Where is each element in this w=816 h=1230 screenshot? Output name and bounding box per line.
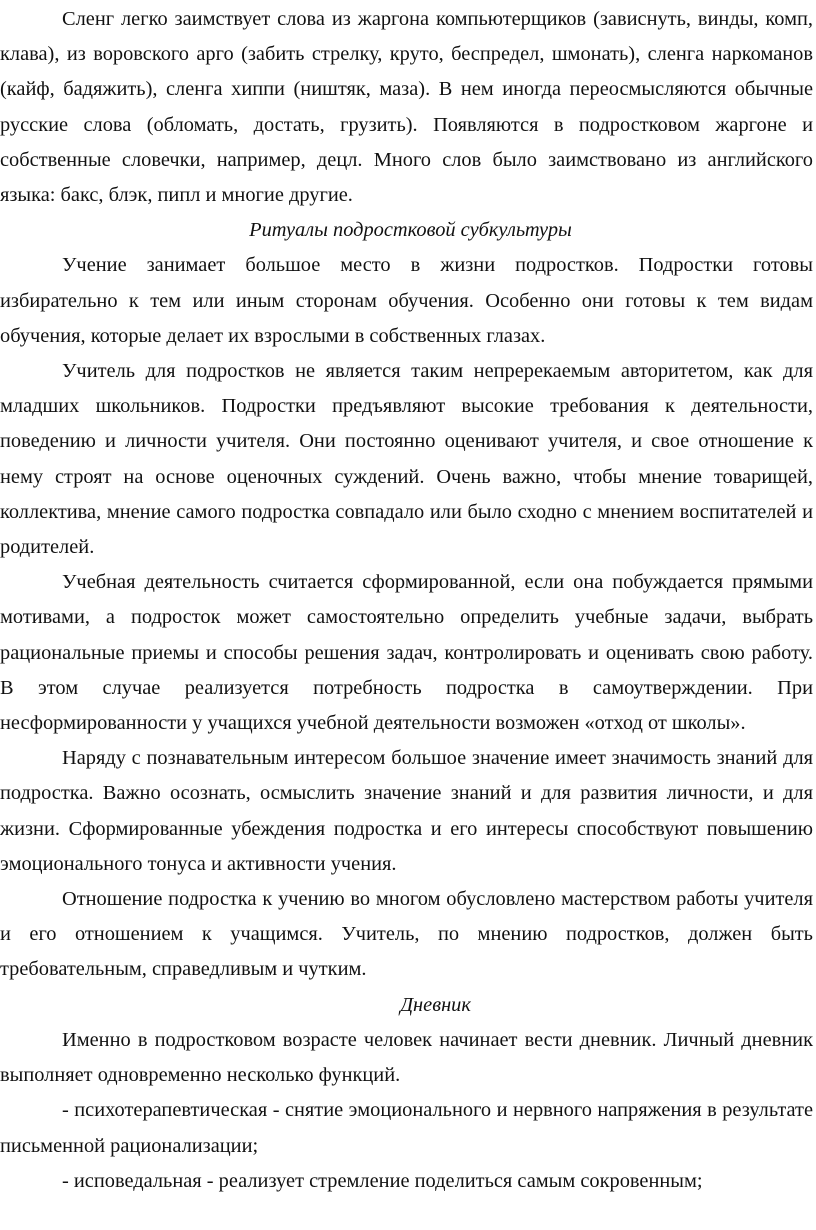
- paragraph-learning: Учение занимает большое место в жизни подростков. Подростки готовы избирательно к тем или иным сторонам обучения. Особенно они готовы к тем видам обучения, которые делает их взрослыми в собственных глазах.: [0, 254, 813, 347]
- paragraph-learning-activity: Учебная деятельность считается сформированной, если она побуждается прямыми мотивами, а подросток может самостоятельно определить учебные задачи, выбрать рациональные приемы и способы решения задач, контролировать и оценивать свою работу. В этом случае реализуется потребность подростка в самоутверждении. При несформированности у учащихся учебной деятельности возможен «отход от школы».: [0, 571, 813, 735]
- paragraph-knowledge-value: Наряду с познавательным интересом большое значение имеет значимость знаний для подростка. Важно осознать, осмыслить значение знаний и для развития личности, и для жизни. Сформированные убеждения подростка и его интересы способствуют повышению эмоционального тонуса и активности учения.: [0, 747, 813, 875]
- paragraph-teacher-mastery: Отношение подростка к учению во многом обусловлено мастерством работы учителя и его отношением к учащимся. Учитель, по мнению подростков, должен быть требовательным, справедливым и чутким.: [0, 888, 813, 981]
- list-item-confessional: - исповедальная - реализует стремление поделиться самым сокровенным;: [62, 1169, 703, 1192]
- intro-paragraph: Сленг легко заимствует слова из жаргона компьютерщиков (зависнуть, винды, комп, клава), из воровского арго (забить стрелку, круто, беспредел, шмонать), сленга наркоманов (кайф, бадяжить), сленга хиппи (ништяк, маза). В нем иногда переосмысляются обычные русские слова (обломать, достать, грузить). Появляются в подростковом жаргоне и собственные словечки, например, децл. Много слов было заимствовано из английского языка: бакс, блэк, пипл и многие другие.: [0, 8, 813, 207]
- section-heading-diary: Дневник: [400, 993, 471, 1016]
- paragraph-diary-intro: Именно в подростковом возрасте человек начинает вести дневник. Личный дневник выполняет одновременно несколько функций.: [0, 1028, 813, 1087]
- section-heading-rituals: Ритуалы подростковой субкультуры: [249, 219, 572, 242]
- paragraph-teacher: Учитель для подростков не является таким непререкаемым авторитетом, как для младших школьников. Подростки предъявляют высокие требования к деятельности, поведению и личности учителя. Они постоянно оценивают учителя, и свое отношение к нему строят на основе оценочных суждений. Очень важно, чтобы мнение товарищей, коллектива, мнение самого подростка совпадало или было сходно с мнением воспитателей и родителей.: [0, 360, 813, 559]
- list-item-psychotherapeutic: - психотерапевтическая - снятие эмоционального и нервного напряжения в результате письменной рационализации;: [0, 1099, 813, 1157]
